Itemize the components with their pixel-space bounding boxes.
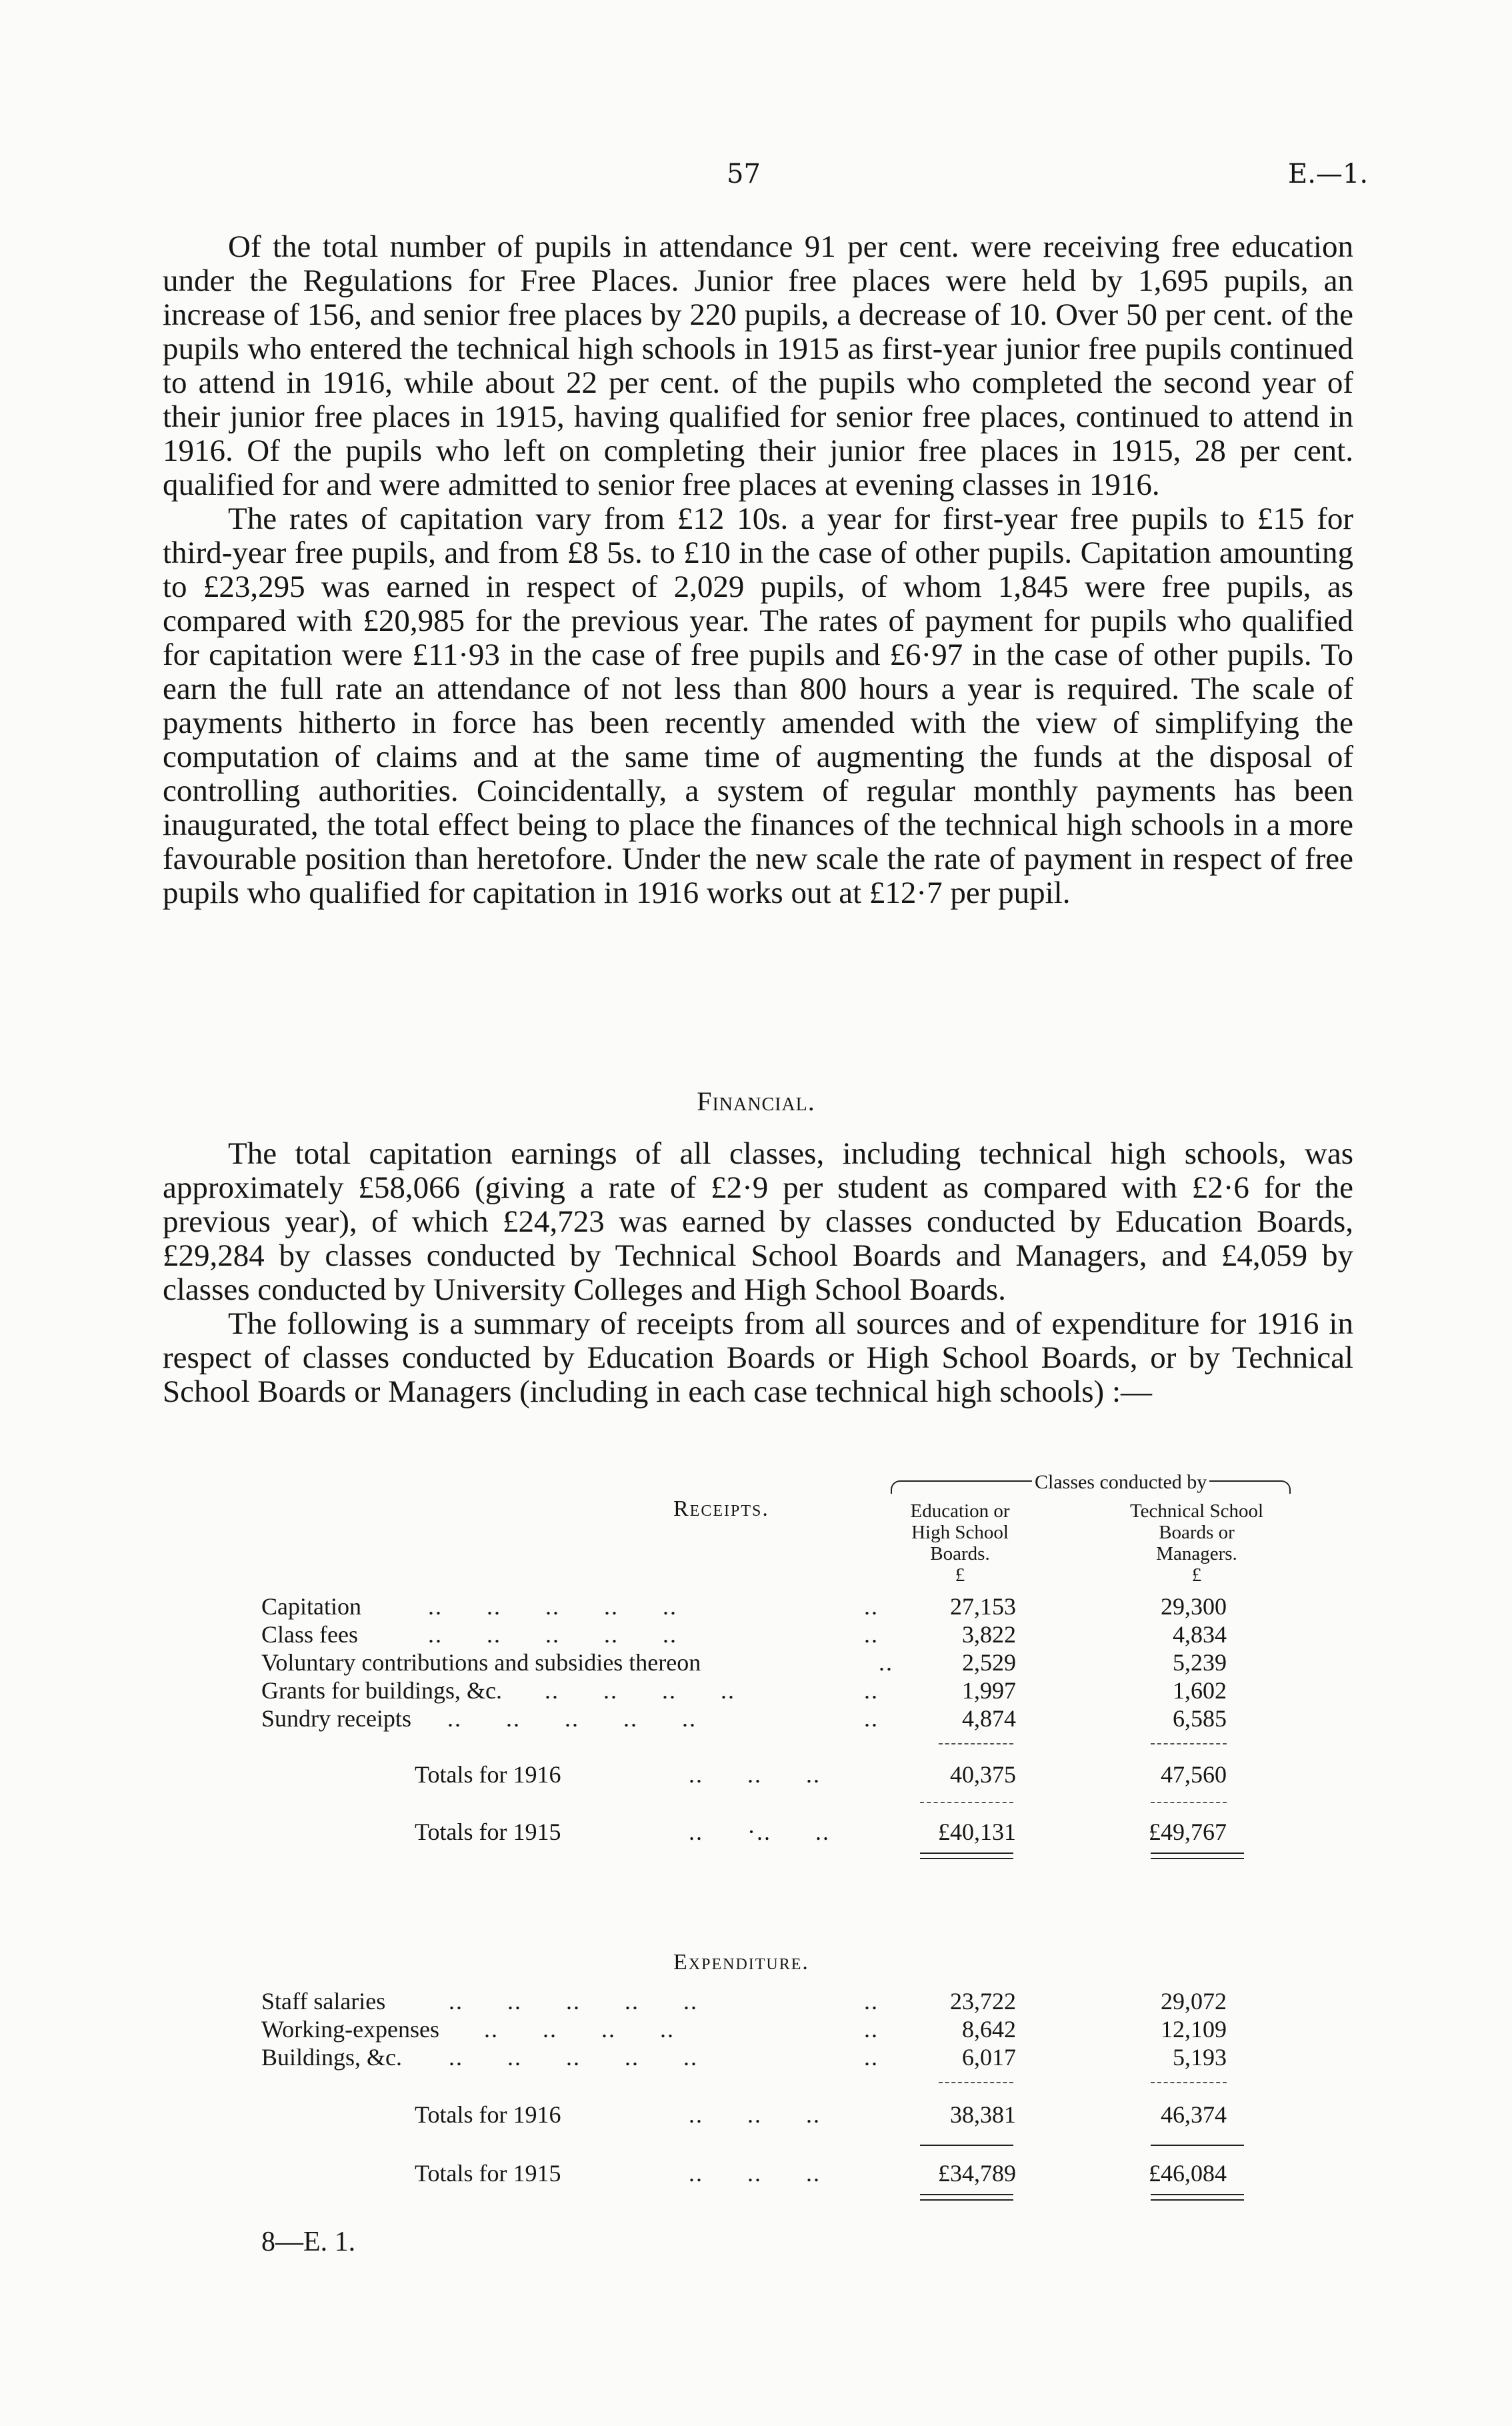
total-rule-technical <box>1151 1802 1227 1803</box>
value-education: 23,722 <box>950 1988 1016 2015</box>
value-education: 4,874 <box>962 1705 1016 1732</box>
double-rule-technical <box>1151 2194 1244 2195</box>
row-leaders-tail: .. <box>864 2044 879 2071</box>
value-technical: 5,239 <box>1173 1649 1227 1676</box>
value-technical: £46,084 <box>1149 2160 1227 2187</box>
double-rule-technical <box>1151 2199 1244 2201</box>
row-label: Staff salaries <box>261 1988 386 2015</box>
row-label: Capitation <box>261 1593 361 1620</box>
column-header-line: Managers. <box>1156 1543 1237 1564</box>
value-technical: 5,193 <box>1173 2044 1227 2071</box>
brace-left <box>891 1480 1032 1494</box>
value-education: 27,153 <box>950 1593 1016 1620</box>
double-rule-technical <box>1151 1858 1244 1859</box>
row-leaders-tail: .. <box>864 2016 879 2043</box>
row-leaders: .. .. .. .. <box>537 1677 735 1704</box>
subtotal-rule-education <box>939 1743 1013 1744</box>
row-leaders-tail: .. <box>864 1705 879 1732</box>
page-header <box>0 159 1512 199</box>
totals-row-1916 <box>0 1760 1512 1790</box>
table-row <box>0 1620 1512 1650</box>
row-label: Totals for 1915 <box>415 2160 561 2187</box>
row-leaders: .. .. .. .. .. <box>440 1705 697 1732</box>
value-technical: 29,300 <box>1161 1593 1227 1620</box>
value-technical: 1,602 <box>1173 1677 1227 1704</box>
column-header-line: Technical School <box>1129 1500 1264 1522</box>
column-header-line: High School <box>911 1522 1009 1543</box>
value-education: 1,997 <box>962 1677 1016 1704</box>
row-leaders: .. .. .. .. .. <box>413 1621 677 1648</box>
value-education: 6,017 <box>962 2044 1016 2071</box>
table-row <box>0 2015 1512 2045</box>
value-education: 2,529 <box>962 1649 1016 1676</box>
row-leaders: .. .. .. .. .. <box>427 1988 698 2015</box>
total-rule-technical <box>1151 2145 1244 2146</box>
value-technical: 47,560 <box>1161 1761 1227 1788</box>
column-header-technical <box>1100 1500 1293 1586</box>
total-rule-education <box>920 1802 1013 1803</box>
expenditure-heading: Expenditure. <box>673 1950 809 1975</box>
row-leaders: .. .. .. .. .. <box>413 1593 677 1620</box>
double-rule-education <box>920 2199 1013 2201</box>
totals-row-1916 <box>0 2101 1512 2130</box>
row-label: Class fees <box>261 1621 358 1648</box>
double-rule-education <box>920 2194 1013 2195</box>
row-leaders: .. .. .. .. .. <box>427 2044 698 2071</box>
value-technical: 46,374 <box>1161 2101 1227 2128</box>
row-leaders-tail: .. <box>864 1621 879 1648</box>
value-technical: 6,585 <box>1173 1705 1227 1732</box>
column-header-line: Boards. <box>930 1543 990 1564</box>
total-rule-education <box>920 2145 1013 2146</box>
row-label: Totals for 1915 <box>415 1818 561 1845</box>
double-rule-education <box>920 1858 1013 1859</box>
totals-row-1915 <box>0 2159 1512 2189</box>
row-leaders-tail: .. <box>864 1677 879 1704</box>
column-unit: £ <box>1191 1564 1202 1586</box>
value-education: 40,375 <box>950 1761 1016 1788</box>
column-unit: £ <box>955 1564 965 1586</box>
subtotal-rule-technical <box>1151 2082 1227 2083</box>
paragraph-capitation-earnings: The total capitation earnings of all classes, including technical high schools, was approximately £58,066 (giving a rate of £2·9 per student as compared with £2·6 for the previous year), of which £24,723 was earned by classes conducted by Education Boards, £29,284 by classes conducted by Technical School Boards and Managers, and £4,059 by classes conducted by University Colleges and High School Boards. <box>163 1136 1353 1307</box>
table-row <box>0 1704 1512 1734</box>
row-leaders: .. .. .. .. <box>440 2016 675 2043</box>
subtotal-rule-education <box>939 2082 1013 2083</box>
column-header-line: Education or <box>910 1500 1010 1522</box>
value-education: £40,131 <box>938 1818 1016 1845</box>
subtotal-rule-technical <box>1151 1743 1227 1744</box>
document-code: E.—1. <box>1288 159 1369 189</box>
value-technical: 12,109 <box>1161 2016 1227 2043</box>
brace-right <box>1209 1480 1291 1494</box>
value-education: 8,642 <box>962 2016 1016 2043</box>
value-technical: 4,834 <box>1173 1621 1227 1648</box>
body-text-top <box>163 230 1353 910</box>
paragraph-summary-intro: The following is a summary of receipts from all sources and of expenditure for 1916 in respect of classes conducted by Education Boards or High School Boards, or by Technical School Boards or Managers (including in each case technical high schools) :— <box>163 1306 1353 1409</box>
row-label: Working-expenses <box>261 2016 440 2043</box>
row-label: Totals for 1916 <box>415 1761 561 1788</box>
value-education: 3,822 <box>962 1621 1016 1648</box>
column-header-line: Boards or <box>1159 1522 1235 1543</box>
row-label: Buildings, &c. <box>261 2044 403 2071</box>
value-education: £34,789 <box>938 2160 1016 2187</box>
totals-row-1915 <box>0 1818 1512 1847</box>
paragraph-free-places: Of the total number of pupils in attendance 91 per cent. were receiving free education under the Regulations for Free Places. Junior free places were held by 1,695 pupils, an increase of 156, and senior free places by 220 pupils, a decrease of 10. Over 50 per cent. of the pupils who entered the technical high schools in 1915 as first-year junior free pupils continued to attend in 1916, while about 22 per cent. of the pupils who completed the second year of their junior free places in 1915, having qualified for senior free places, continued to attend in 1916. Of the pupils who left on completing their junior free places in 1915, 28 per cent. qualified for and were admitted to senior free places at evening classes in 1916. <box>163 229 1353 502</box>
table-row <box>0 1648 1512 1678</box>
column-group-heading <box>891 1471 1291 1502</box>
value-technical: £49,767 <box>1149 1818 1227 1845</box>
row-label: Grants for buildings, &c. <box>261 1677 502 1704</box>
value-technical: 29,072 <box>1161 1988 1227 2015</box>
row-leaders: .. ·.. .. <box>667 1818 830 1845</box>
table-row <box>0 1592 1512 1622</box>
page-number: 57 <box>727 159 761 189</box>
signature-mark: 8—E. 1. <box>261 2227 356 2257</box>
row-label: Voluntary contributions and subsidies thereon <box>261 1649 701 1676</box>
double-rule-education <box>920 1853 1013 1854</box>
row-label: Totals for 1916 <box>415 2101 561 2128</box>
row-leaders: .. .. .. <box>667 2101 821 2128</box>
row-label: Sundry receipts <box>261 1705 411 1732</box>
receipts-heading: Receipts. <box>673 1496 769 1521</box>
section-heading-financial: Financial. <box>697 1086 815 1116</box>
table-row <box>0 2043 1512 2073</box>
paragraph-capitation-rates: The rates of capitation vary from £12 10s. a year for first-year free pupils to £15 for third-year free pupils, and from £8 5s. to £10 in the case of other pupils. Capitation amounting to £23,295 was earned in respect of 2,029 pupils, of whom 1,845 were free pupils, as compared with £20,985 for the previous year. The rates of payment for pupils who qualified for capitation were £11·93 in the case of free pupils and £6·97 in the case of other pupils. To earn the full rate an attendance of not less than 800 hours a year is required. The scale of payments hitherto in force has been recently amended with the view of simplifying the computation of claims and at the same time of augmenting the funds at the disposal of controlling authorities. Coincidentally, a system of regular monthly payments has been inaugurated, the total effect being to place the finances of the technical high schools in a more favourable position than heretofore. Under the new scale the rate of payment in respect of free pupils who qualified for capitation in 1916 works out at £12·7 per pupil. <box>163 501 1353 910</box>
row-leaders: .. .. .. <box>667 2160 821 2187</box>
row-leaders: .. .. .. <box>667 1761 821 1788</box>
table-row <box>0 1676 1512 1706</box>
row-leaders: .. <box>864 1649 893 1676</box>
column-group-label: Classes conducted by <box>1035 1471 1207 1493</box>
table-row <box>0 1987 1512 2017</box>
row-leaders-tail: .. <box>864 1593 879 1620</box>
row-leaders-tail: .. <box>864 1988 879 2015</box>
double-rule-technical <box>1151 1853 1244 1854</box>
body-text-financial <box>163 1137 1353 1409</box>
column-header-education <box>893 1500 1027 1586</box>
value-education: 38,381 <box>950 2101 1016 2128</box>
